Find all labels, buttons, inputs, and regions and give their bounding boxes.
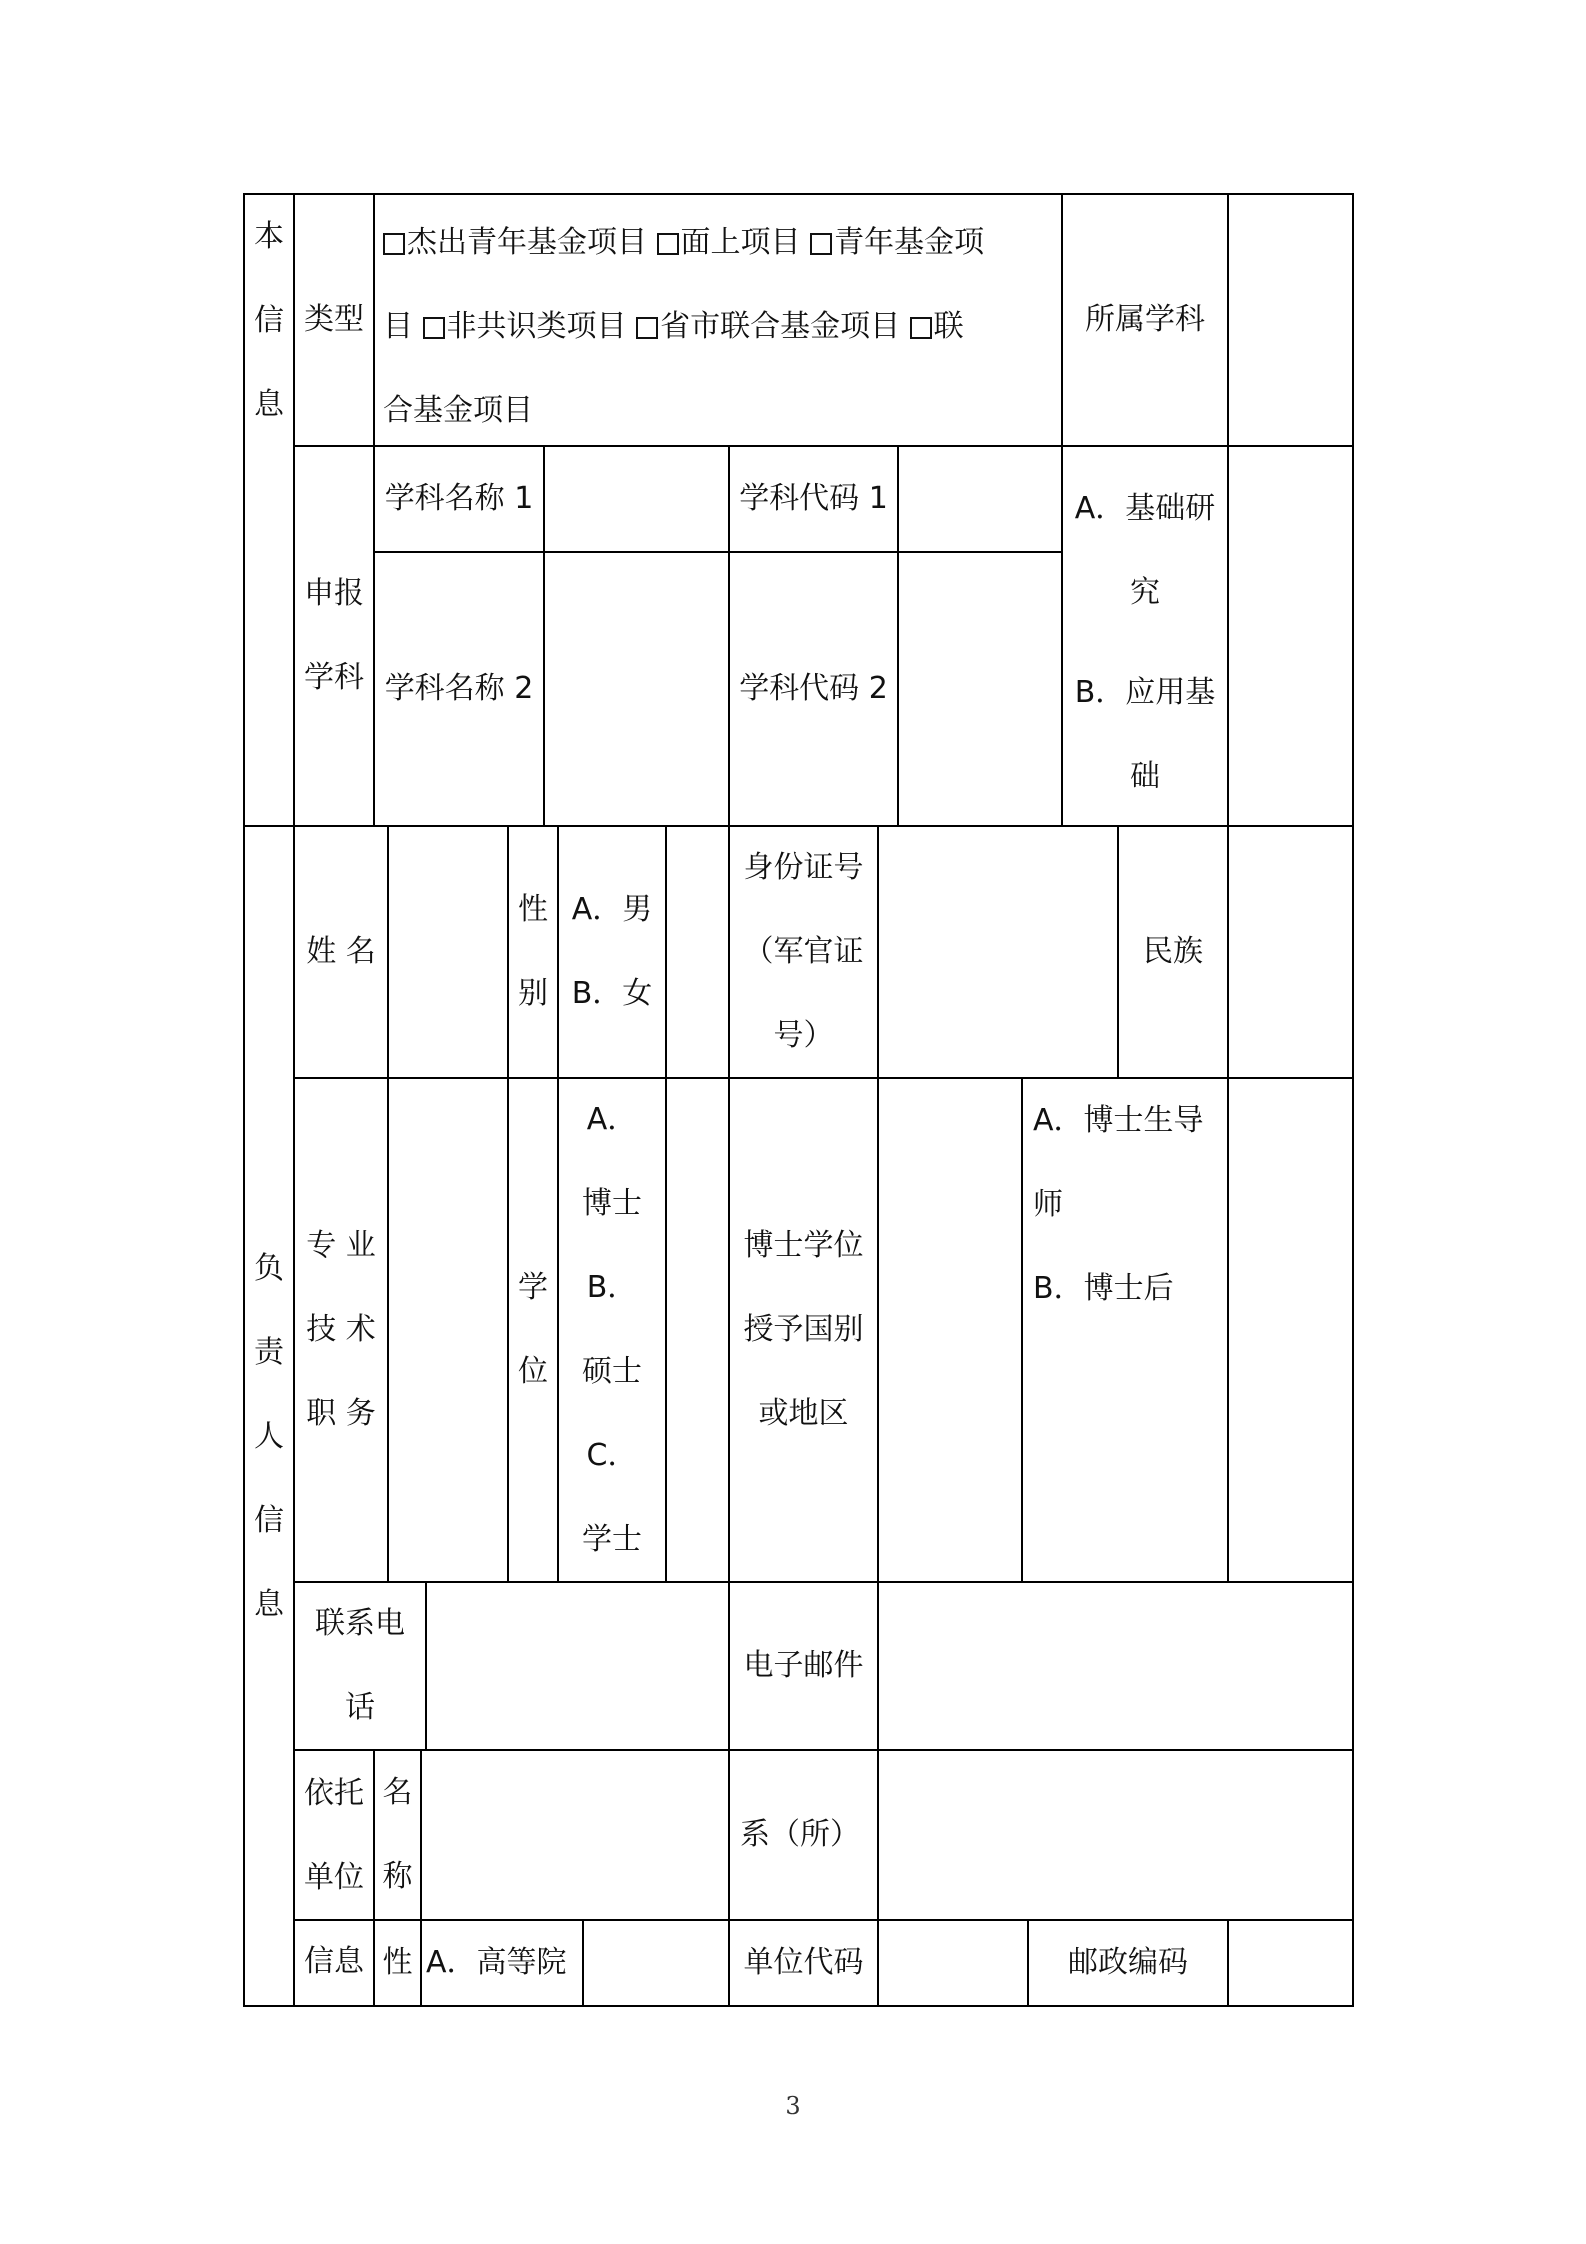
professional-title-text: 专 业技 术职 务 [306, 1228, 376, 1431]
gender-label [509, 827, 557, 1077]
unit-name-label-text: 名称 [382, 1775, 413, 1894]
project-type-label: 类型 [304, 302, 364, 337]
degree-label [509, 1079, 557, 1581]
degree-options [559, 1079, 665, 1581]
research-type-value[interactable] [1229, 447, 1352, 825]
discipline-name-2-label: 学科名称 2 [384, 671, 534, 706]
phd-country-text: 博士学位授予国别或地区 [743, 1228, 864, 1431]
unit-nature-label: 性 [382, 1945, 413, 1980]
discipline-value[interactable] [1229, 195, 1352, 445]
unit-name-label [375, 1751, 420, 1919]
option-outstanding-youth: 杰出青年基金项目 [407, 225, 647, 260]
ethnicity-label: 民族 [1143, 934, 1203, 969]
checkbox-icon[interactable] [810, 233, 832, 255]
discipline-code-1-label: 学科代码 1 [739, 481, 888, 516]
person-info-group-label [245, 1077, 293, 1707]
apply-discipline-text: 申报学科 [304, 576, 364, 695]
degree-bachelor[interactable]: C．学士 [582, 1438, 642, 1557]
id-number-label-text: 身份证号（军官证号） [743, 850, 864, 1053]
apply-discipline-label [295, 447, 373, 825]
basic-info-group-text: 本信息 [254, 219, 284, 422]
degree-label-text: 学位 [518, 1270, 548, 1389]
professional-title-input[interactable] [389, 1079, 507, 1581]
gender-female[interactable]: B．女 [571, 976, 653, 1011]
project-type-options [375, 195, 1061, 445]
department-input[interactable] [879, 1751, 1352, 1919]
option-joint: 联 [933, 309, 964, 344]
gender-value[interactable] [667, 827, 728, 1077]
supervisor-value[interactable] [1229, 1079, 1352, 1581]
discipline-name-1-input[interactable] [545, 447, 728, 551]
gender-male[interactable]: A．男 [571, 892, 653, 927]
option-province-city-joint: 省市联合基金项目 [660, 309, 901, 344]
checkbox-icon[interactable] [423, 317, 445, 339]
department-label: 系（所） [740, 1817, 860, 1852]
email-label: 电子邮件 [743, 1648, 864, 1683]
id-number-input[interactable] [879, 827, 1117, 1077]
degree-phd[interactable]: A．博士 [582, 1102, 642, 1221]
discipline-label: 所属学科 [1085, 302, 1205, 337]
table-border-right [1352, 193, 1354, 2007]
unit-nature-option[interactable]: A．高等院 [426, 1945, 567, 1980]
supervisor-doctoral[interactable]: A．博士生导师 [1033, 1103, 1204, 1222]
unit-code-input[interactable] [879, 1921, 1027, 2005]
basic-info-group-label [245, 195, 293, 445]
id-number-label [730, 827, 877, 1077]
discipline-code-1-input[interactable] [899, 447, 1061, 551]
phone-input[interactable] [427, 1583, 728, 1749]
discipline-name-1-label: 学科名称 1 [384, 481, 534, 516]
gender-label-text: 性别 [518, 892, 548, 1011]
unit-info-text: 依托单位信息 [304, 1776, 364, 1979]
research-type-basic[interactable]: A．基础研究 [1074, 491, 1216, 610]
gender-options [559, 827, 665, 1077]
research-type-options [1063, 447, 1227, 825]
phone-label-text: 联系电话 [315, 1606, 405, 1725]
checkbox-icon[interactable] [383, 233, 405, 255]
degree-master[interactable]: B．硕士 [582, 1270, 642, 1389]
name-label: 姓 名 [306, 934, 376, 969]
phone-label [295, 1583, 425, 1749]
option-youth: 青年基金项 [834, 225, 985, 260]
phd-country-input[interactable] [879, 1079, 1021, 1581]
table-border-bottom [243, 2005, 1354, 2007]
research-type-applied[interactable]: B．应用基础 [1074, 675, 1216, 794]
discipline-code-2-label: 学科代码 2 [739, 671, 888, 706]
person-info-group-text: 负责人信息 [254, 1251, 284, 1622]
discipline-name-2-input[interactable] [545, 553, 728, 825]
unit-code-label: 单位代码 [743, 1945, 864, 1980]
phd-country-label [730, 1079, 877, 1581]
option-joint-tail: 合基金项目 [383, 393, 533, 428]
postcode-input[interactable] [1229, 1921, 1352, 2005]
unit-nature-value[interactable] [584, 1921, 728, 2005]
postcode-label: 邮政编码 [1068, 1945, 1188, 1980]
degree-value[interactable] [667, 1079, 728, 1581]
supervisor-postdoc[interactable]: B．博士后 [1033, 1271, 1174, 1306]
checkbox-icon[interactable] [910, 317, 932, 339]
checkbox-icon[interactable] [636, 317, 658, 339]
option-youth-tail: 目 [383, 309, 413, 344]
option-non-consensus: 非共识类项目 [446, 309, 627, 344]
professional-title-label [295, 1079, 387, 1581]
unit-name-input[interactable] [422, 1751, 728, 1919]
supervisor-options [1023, 1079, 1227, 1581]
ethnicity-input[interactable] [1229, 827, 1352, 1077]
discipline-code-2-input[interactable] [899, 553, 1061, 825]
name-input[interactable] [389, 827, 507, 1077]
page-number: 3 [785, 2092, 801, 2120]
checkbox-icon[interactable] [657, 233, 679, 255]
email-input[interactable] [879, 1583, 1352, 1749]
unit-info-label [295, 1751, 373, 2005]
option-general: 面上项目 [680, 225, 801, 260]
